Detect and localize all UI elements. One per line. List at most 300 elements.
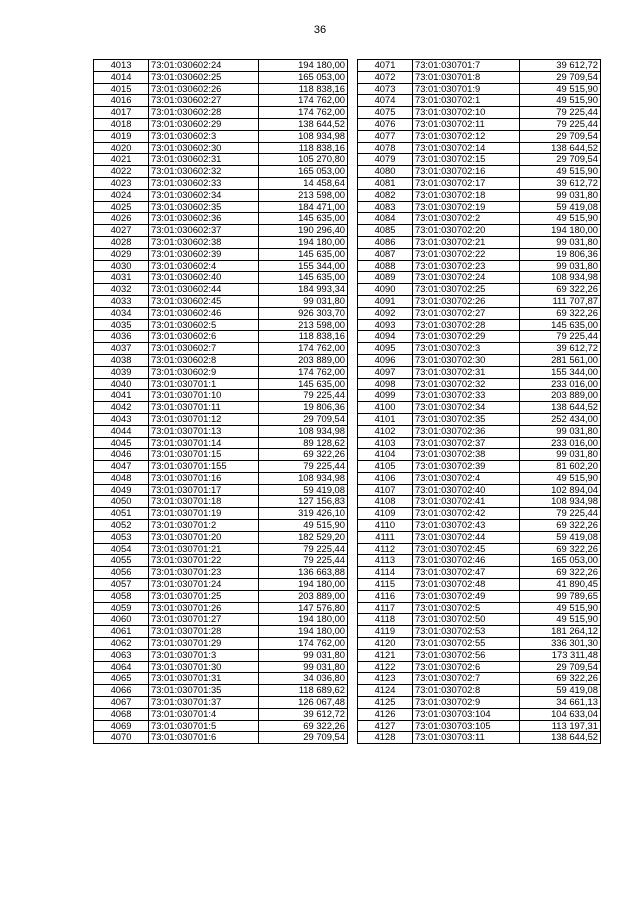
row-number: 4087 xyxy=(358,248,413,260)
cadastral-number: 73:01:030702:26 xyxy=(413,295,520,307)
cadastral-value: 41 890,45 xyxy=(520,579,601,591)
table-row xyxy=(358,284,601,296)
table-row xyxy=(358,189,601,201)
cadastral-value: 49 515,90 xyxy=(520,602,601,614)
cadastral-value: 19 806,36 xyxy=(259,402,348,414)
table-row xyxy=(358,614,601,626)
row-number: 4015 xyxy=(94,83,149,95)
cadastral-number: 73:01:030702:31 xyxy=(413,366,520,378)
cadastral-number: 73:01:030602:9 xyxy=(149,366,259,378)
cadastral-number: 73:01:030602:33 xyxy=(149,177,259,189)
cadastral-value: 14 458,64 xyxy=(259,177,348,189)
table-row xyxy=(358,402,601,414)
table-row xyxy=(94,685,348,697)
cadastral-number: 73:01:030702:8 xyxy=(413,685,520,697)
row-number: 4079 xyxy=(358,154,413,166)
table-row xyxy=(358,579,601,591)
cadastral-number: 73:01:030701:7 xyxy=(413,60,520,72)
cadastral-number: 73:01:030701:19 xyxy=(149,508,259,520)
table-row xyxy=(94,555,348,567)
cadastral-number: 73:01:030701:10 xyxy=(149,390,259,402)
table-row xyxy=(94,189,348,201)
row-number: 4088 xyxy=(358,260,413,272)
cadastral-value: 79 225,44 xyxy=(259,390,348,402)
row-number: 4019 xyxy=(94,130,149,142)
cadastral-number: 73:01:030701:11 xyxy=(149,402,259,414)
cadastral-value: 39 612,72 xyxy=(259,708,348,720)
cadastral-value: 165 053,00 xyxy=(259,71,348,83)
row-number: 4013 xyxy=(94,60,149,72)
row-number: 4116 xyxy=(358,590,413,602)
cadastral-value: 173 311,48 xyxy=(520,649,601,661)
table-row xyxy=(94,118,348,130)
table-row xyxy=(94,649,348,661)
table-row xyxy=(358,272,601,284)
row-number: 4092 xyxy=(358,307,413,319)
row-number: 4053 xyxy=(94,531,149,543)
cadastral-value: 69 322,26 xyxy=(259,449,348,461)
cadastral-number: 73:01:030702:4 xyxy=(413,472,520,484)
cadastral-value: 34 036,80 xyxy=(259,673,348,685)
row-number: 4055 xyxy=(94,555,149,567)
cadastral-value: 136 663,88 xyxy=(259,567,348,579)
cadastral-value: 184 993,34 xyxy=(259,284,348,296)
table-row xyxy=(94,579,348,591)
row-number: 4023 xyxy=(94,177,149,189)
row-number: 4029 xyxy=(94,248,149,260)
cadastral-number: 73:01:030701:30 xyxy=(149,661,259,673)
row-number: 4099 xyxy=(358,390,413,402)
table-row xyxy=(358,177,601,189)
cadastral-value: 145 635,00 xyxy=(259,248,348,260)
cadastral-value: 926 303,70 xyxy=(259,307,348,319)
cadastral-number: 73:01:030701:6 xyxy=(149,732,259,744)
cadastral-number: 73:01:030702:50 xyxy=(413,614,520,626)
cadastral-value: 99 031,80 xyxy=(259,661,348,673)
cadastral-value: 79 225,44 xyxy=(520,508,601,520)
cadastral-value: 155 344,00 xyxy=(520,366,601,378)
cadastral-value: 59 419,08 xyxy=(259,484,348,496)
cadastral-value: 118 838,16 xyxy=(259,83,348,95)
row-number: 4117 xyxy=(358,602,413,614)
table-row xyxy=(358,142,601,154)
table-row xyxy=(358,626,601,638)
cadastral-number: 73:01:030701:27 xyxy=(149,614,259,626)
cadastral-number: 73:01:030702:18 xyxy=(413,189,520,201)
cadastral-value: 99 031,80 xyxy=(520,260,601,272)
table-row xyxy=(94,543,348,555)
cadastral-number: 73:01:030702:38 xyxy=(413,449,520,461)
cadastral-number: 73:01:030602:5 xyxy=(149,319,259,331)
cadastral-value: 79 225,44 xyxy=(520,107,601,119)
row-number: 4038 xyxy=(94,354,149,366)
cadastral-number: 73:01:030702:5 xyxy=(413,602,520,614)
table-row xyxy=(358,697,601,709)
cadastral-value: 181 264,12 xyxy=(520,626,601,638)
cadastral-number: 73:01:030602:39 xyxy=(149,248,259,260)
row-number: 4027 xyxy=(94,225,149,237)
cadastral-value: 118 689,62 xyxy=(259,685,348,697)
row-number: 4103 xyxy=(358,437,413,449)
cadastral-value: 39 612,72 xyxy=(520,60,601,72)
cadastral-number: 73:01:030702:23 xyxy=(413,260,520,272)
cadastral-number: 73:01:030701:21 xyxy=(149,543,259,555)
table-row xyxy=(358,520,601,532)
row-number: 4126 xyxy=(358,708,413,720)
row-number: 4107 xyxy=(358,484,413,496)
cadastral-number: 73:01:030703:11 xyxy=(413,732,520,744)
cadastral-value: 99 031,80 xyxy=(520,189,601,201)
table-row xyxy=(358,472,601,484)
cadastral-value: 99 789,65 xyxy=(520,590,601,602)
row-number: 4063 xyxy=(94,649,149,661)
cadastral-number: 73:01:030701:8 xyxy=(413,71,520,83)
cadastral-number: 73:01:030602:3 xyxy=(149,130,259,142)
row-number: 4037 xyxy=(94,343,149,355)
row-number: 4047 xyxy=(94,461,149,473)
cadastral-value: 69 322,26 xyxy=(259,720,348,732)
cadastral-value: 102 894,04 xyxy=(520,484,601,496)
row-number: 4064 xyxy=(94,661,149,673)
cadastral-number: 73:01:030701:37 xyxy=(149,697,259,709)
cadastral-number: 73:01:030702:22 xyxy=(413,248,520,260)
row-number: 4119 xyxy=(358,626,413,638)
row-number: 4086 xyxy=(358,236,413,248)
page-number: 36 xyxy=(313,24,327,36)
cadastral-number: 73:01:030602:37 xyxy=(149,225,259,237)
row-number: 4060 xyxy=(94,614,149,626)
cadastral-number: 73:01:030701:20 xyxy=(149,531,259,543)
cadastral-number: 73:01:030602:7 xyxy=(149,343,259,355)
cadastral-number: 73:01:030702:14 xyxy=(413,142,520,154)
cadastral-number: 73:01:030602:35 xyxy=(149,201,259,213)
cadastral-value: 233 016,00 xyxy=(520,378,601,390)
table-row xyxy=(94,331,348,343)
cadastral-value: 99 031,80 xyxy=(520,236,601,248)
row-number: 4078 xyxy=(358,142,413,154)
table-row xyxy=(94,402,348,414)
row-number: 4049 xyxy=(94,484,149,496)
cadastral-value: 108 934,98 xyxy=(520,496,601,508)
row-number: 4101 xyxy=(358,413,413,425)
table-row xyxy=(358,130,601,142)
table-row xyxy=(94,177,348,189)
cadastral-number: 73:01:030602:36 xyxy=(149,213,259,225)
cadastral-number: 73:01:030701:28 xyxy=(149,626,259,638)
row-number: 4121 xyxy=(358,649,413,661)
cadastral-number: 73:01:030701:22 xyxy=(149,555,259,567)
cadastral-value: 69 322,26 xyxy=(520,567,601,579)
table-row xyxy=(358,118,601,130)
row-number: 4085 xyxy=(358,225,413,237)
cadastral-number: 73:01:030602:38 xyxy=(149,236,259,248)
row-number: 4069 xyxy=(94,720,149,732)
table-row xyxy=(358,496,601,508)
row-number: 4041 xyxy=(94,390,149,402)
cadastral-number: 73:01:030702:24 xyxy=(413,272,520,284)
table-row xyxy=(94,354,348,366)
table-row xyxy=(358,543,601,555)
cadastral-number: 73:01:030702:48 xyxy=(413,579,520,591)
cadastral-value: 213 598,00 xyxy=(259,319,348,331)
row-number: 4043 xyxy=(94,413,149,425)
cadastral-number: 73:01:030702:10 xyxy=(413,107,520,119)
table-row xyxy=(358,248,601,260)
table-row xyxy=(94,319,348,331)
cadastral-number: 73:01:030701:17 xyxy=(149,484,259,496)
table-row xyxy=(94,614,348,626)
row-number: 4018 xyxy=(94,118,149,130)
row-number: 4062 xyxy=(94,638,149,650)
table-row xyxy=(94,732,348,744)
cadastral-number: 73:01:030701:23 xyxy=(149,567,259,579)
table-row xyxy=(358,71,601,83)
cadastral-number: 73:01:030702:7 xyxy=(413,673,520,685)
table-row xyxy=(94,520,348,532)
cadastral-value: 69 322,26 xyxy=(520,673,601,685)
table-row xyxy=(94,496,348,508)
cadastral-value: 165 053,00 xyxy=(520,555,601,567)
cadastral-number: 73:01:030602:29 xyxy=(149,118,259,130)
row-number: 4122 xyxy=(358,661,413,673)
cadastral-number: 73:01:030701:24 xyxy=(149,579,259,591)
table-row xyxy=(358,390,601,402)
row-number: 4045 xyxy=(94,437,149,449)
cadastral-number: 73:01:030702:46 xyxy=(413,555,520,567)
table-row xyxy=(358,508,601,520)
cadastral-number: 73:01:030702:55 xyxy=(413,638,520,650)
table-row xyxy=(94,225,348,237)
row-number: 4046 xyxy=(94,449,149,461)
table-row xyxy=(94,484,348,496)
row-number: 4061 xyxy=(94,626,149,638)
row-number: 4109 xyxy=(358,508,413,520)
row-number: 4106 xyxy=(358,472,413,484)
row-number: 4059 xyxy=(94,602,149,614)
row-number: 4075 xyxy=(358,107,413,119)
table-row xyxy=(358,319,601,331)
cadastral-value: 49 515,90 xyxy=(520,472,601,484)
cadastral-number: 73:01:030702:11 xyxy=(413,118,520,130)
row-number: 4111 xyxy=(358,531,413,543)
table-row xyxy=(358,649,601,661)
table-row xyxy=(94,413,348,425)
table-row xyxy=(94,567,348,579)
cadastral-value: 29 709,54 xyxy=(520,154,601,166)
table-row xyxy=(358,567,601,579)
cadastral-value: 138 644,52 xyxy=(520,142,601,154)
table-row xyxy=(358,413,601,425)
row-number: 4093 xyxy=(358,319,413,331)
cadastral-number: 73:01:030702:32 xyxy=(413,378,520,390)
row-number: 4042 xyxy=(94,402,149,414)
row-number: 4034 xyxy=(94,307,149,319)
cadastral-value: 127 156,83 xyxy=(259,496,348,508)
cadastral-number: 73:01:030702:34 xyxy=(413,402,520,414)
table-row xyxy=(94,248,348,260)
row-number: 4076 xyxy=(358,118,413,130)
cadastral-value: 99 031,80 xyxy=(520,425,601,437)
cadastral-number: 73:01:030701:13 xyxy=(149,425,259,437)
table-row xyxy=(358,225,601,237)
cadastral-number: 73:01:030701:35 xyxy=(149,685,259,697)
row-number: 4090 xyxy=(358,284,413,296)
table-row xyxy=(358,602,601,614)
cadastral-number: 73:01:030702:53 xyxy=(413,626,520,638)
cadastral-table-right xyxy=(357,59,601,744)
table-row xyxy=(94,673,348,685)
cadastral-number: 73:01:030701:26 xyxy=(149,602,259,614)
row-number: 4097 xyxy=(358,366,413,378)
table-row xyxy=(358,236,601,248)
cadastral-number: 73:01:030602:34 xyxy=(149,189,259,201)
row-number: 4118 xyxy=(358,614,413,626)
cadastral-number: 73:01:030602:45 xyxy=(149,295,259,307)
cadastral-value: 174 762,00 xyxy=(259,95,348,107)
cadastral-value: 174 762,00 xyxy=(259,366,348,378)
row-number: 4124 xyxy=(358,685,413,697)
cadastral-value: 336 301,30 xyxy=(520,638,601,650)
cadastral-value: 99 031,80 xyxy=(520,449,601,461)
cadastral-value: 138 644,52 xyxy=(520,402,601,414)
table-row xyxy=(94,531,348,543)
table-row xyxy=(358,295,601,307)
cadastral-number: 73:01:030701:1 xyxy=(149,378,259,390)
cadastral-number: 73:01:030701:14 xyxy=(149,437,259,449)
row-number: 4089 xyxy=(358,272,413,284)
table-row xyxy=(94,437,348,449)
table-row xyxy=(358,531,601,543)
row-number: 4039 xyxy=(94,366,149,378)
cadastral-value: 194 180,00 xyxy=(259,614,348,626)
cadastral-number: 73:01:030602:6 xyxy=(149,331,259,343)
cadastral-value: 79 225,44 xyxy=(259,461,348,473)
cadastral-number: 73:01:030702:2 xyxy=(413,213,520,225)
table-row xyxy=(358,708,601,720)
row-number: 4110 xyxy=(358,520,413,532)
row-number: 4030 xyxy=(94,260,149,272)
table-row xyxy=(94,697,348,709)
table-row xyxy=(94,661,348,673)
row-number: 4095 xyxy=(358,343,413,355)
cadastral-value: 194 180,00 xyxy=(520,225,601,237)
table-row xyxy=(94,295,348,307)
cadastral-value: 108 934,98 xyxy=(520,272,601,284)
cadastral-number: 73:01:030702:42 xyxy=(413,508,520,520)
row-number: 4071 xyxy=(358,60,413,72)
cadastral-value: 99 031,80 xyxy=(259,649,348,661)
cadastral-value: 59 419,08 xyxy=(520,531,601,543)
cadastral-value: 145 635,00 xyxy=(259,213,348,225)
cadastral-number: 73:01:030602:40 xyxy=(149,272,259,284)
table-row xyxy=(94,71,348,83)
row-number: 4125 xyxy=(358,697,413,709)
table-row xyxy=(94,449,348,461)
cadastral-value: 203 889,00 xyxy=(259,590,348,602)
row-number: 4022 xyxy=(94,166,149,178)
cadastral-value: 145 635,00 xyxy=(259,272,348,284)
row-number: 4070 xyxy=(94,732,149,744)
cadastral-value: 174 762,00 xyxy=(259,343,348,355)
row-number: 4081 xyxy=(358,177,413,189)
cadastral-value: 111 707,87 xyxy=(520,295,601,307)
table-row xyxy=(358,107,601,119)
row-number: 4033 xyxy=(94,295,149,307)
cadastral-value: 118 838,16 xyxy=(259,331,348,343)
cadastral-value: 147 576,80 xyxy=(259,602,348,614)
table-row xyxy=(358,154,601,166)
cadastral-number: 73:01:030702:39 xyxy=(413,461,520,473)
table-row xyxy=(358,425,601,437)
row-number: 4054 xyxy=(94,543,149,555)
cadastral-value: 29 709,54 xyxy=(520,71,601,83)
table-row xyxy=(94,83,348,95)
row-number: 4074 xyxy=(358,95,413,107)
table-row xyxy=(94,95,348,107)
cadastral-value: 213 598,00 xyxy=(259,189,348,201)
cadastral-number: 73:01:030702:28 xyxy=(413,319,520,331)
table-row xyxy=(94,390,348,402)
cadastral-value: 108 934,98 xyxy=(259,472,348,484)
cadastral-number: 73:01:030702:37 xyxy=(413,437,520,449)
cadastral-value: 59 419,08 xyxy=(520,685,601,697)
row-number: 4102 xyxy=(358,425,413,437)
cadastral-value: 155 344,00 xyxy=(259,260,348,272)
cadastral-value: 252 434,00 xyxy=(520,413,601,425)
row-number: 4040 xyxy=(94,378,149,390)
cadastral-value: 19 806,36 xyxy=(520,248,601,260)
row-number: 4082 xyxy=(358,189,413,201)
cadastral-value: 104 633,04 xyxy=(520,708,601,720)
cadastral-number: 73:01:030702:36 xyxy=(413,425,520,437)
cadastral-number: 73:01:030703:104 xyxy=(413,708,520,720)
cadastral-value: 49 515,90 xyxy=(259,520,348,532)
row-number: 4072 xyxy=(358,71,413,83)
cadastral-value: 79 225,44 xyxy=(520,118,601,130)
row-number: 4052 xyxy=(94,520,149,532)
row-number: 4067 xyxy=(94,697,149,709)
row-number: 4114 xyxy=(358,567,413,579)
row-number: 4051 xyxy=(94,508,149,520)
cadastral-number: 73:01:030702:47 xyxy=(413,567,520,579)
row-number: 4094 xyxy=(358,331,413,343)
cadastral-table-left xyxy=(93,59,348,744)
cadastral-number: 73:01:030701:2 xyxy=(149,520,259,532)
cadastral-number: 73:01:030702:1 xyxy=(413,95,520,107)
row-number: 4096 xyxy=(358,354,413,366)
cadastral-number: 73:01:030702:21 xyxy=(413,236,520,248)
table-row xyxy=(358,83,601,95)
row-number: 4021 xyxy=(94,154,149,166)
cadastral-value: 69 322,26 xyxy=(520,307,601,319)
cadastral-number: 73:01:030701:18 xyxy=(149,496,259,508)
row-number: 4105 xyxy=(358,461,413,473)
row-number: 4084 xyxy=(358,213,413,225)
cadastral-value: 29 709,54 xyxy=(520,130,601,142)
table-row xyxy=(94,307,348,319)
table-row xyxy=(358,720,601,732)
cadastral-value: 108 934,98 xyxy=(259,130,348,142)
cadastral-number: 73:01:030702:3 xyxy=(413,343,520,355)
table-row xyxy=(94,461,348,473)
row-number: 4017 xyxy=(94,107,149,119)
table-row xyxy=(94,60,348,72)
cadastral-number: 73:01:030701:5 xyxy=(149,720,259,732)
cadastral-number: 73:01:030702:16 xyxy=(413,166,520,178)
row-number: 4113 xyxy=(358,555,413,567)
cadastral-number: 73:01:030701:4 xyxy=(149,708,259,720)
table-row xyxy=(94,602,348,614)
